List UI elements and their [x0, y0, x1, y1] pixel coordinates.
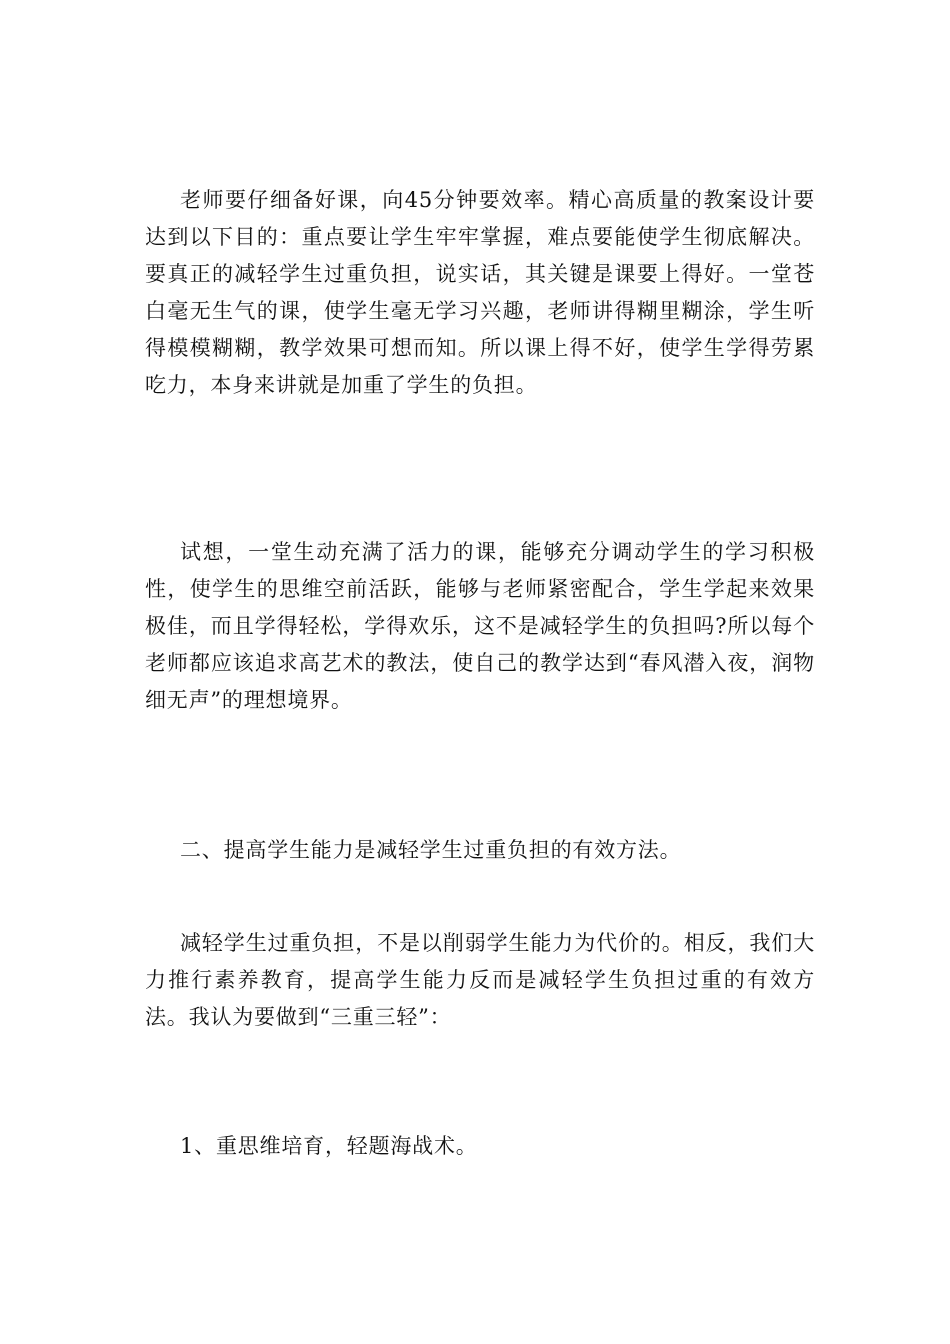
paragraph-lively-lesson: 试想，一堂生动充满了活力的课，能够充分调动学生的学习积极性，使学生的思维空前活跃，能够与老师紧密配合，学生学起来效果极佳，而且学得轻松，学得欢乐，这不是减轻学生的负担吗?所以每个老师都应该追求高艺术的教法，使自己的教学达到“春风潜入夜，润物细无声”的理想境界。	[145, 540, 815, 712]
list-item-one: 1、重思维培育，轻题海战术。	[180, 1134, 478, 1158]
paragraph-improve-ability: 减轻学生过重负担，不是以削弱学生能力为代价的。相反，我们大力推行素养教育，提高学生能力反而是减轻学生负担过重的有效方法。我认为要做到“三重三轻”：	[145, 931, 815, 1029]
section-heading-two: 二、提高学生能力是减轻学生过重负担的有效方法。	[180, 838, 682, 862]
paragraph-lesson-preparation: 老师要仔细备好课，向45分钟要效率。精心高质量的教案设计要达到以下目的：重点要让学生牢牢掌握，难点要能使学生彻底解决。要真正的减轻学生过重负担，说实话，其关键是课要上得好。一堂苍白毫无生气的课，使学生毫无学习兴趣，老师讲得糊里糊涂，学生听得模模糊糊，教学效果可想而知。所以课上得不好，使学生学得劳累吃力，本身来讲就是加重了学生的负担。	[145, 188, 815, 397]
